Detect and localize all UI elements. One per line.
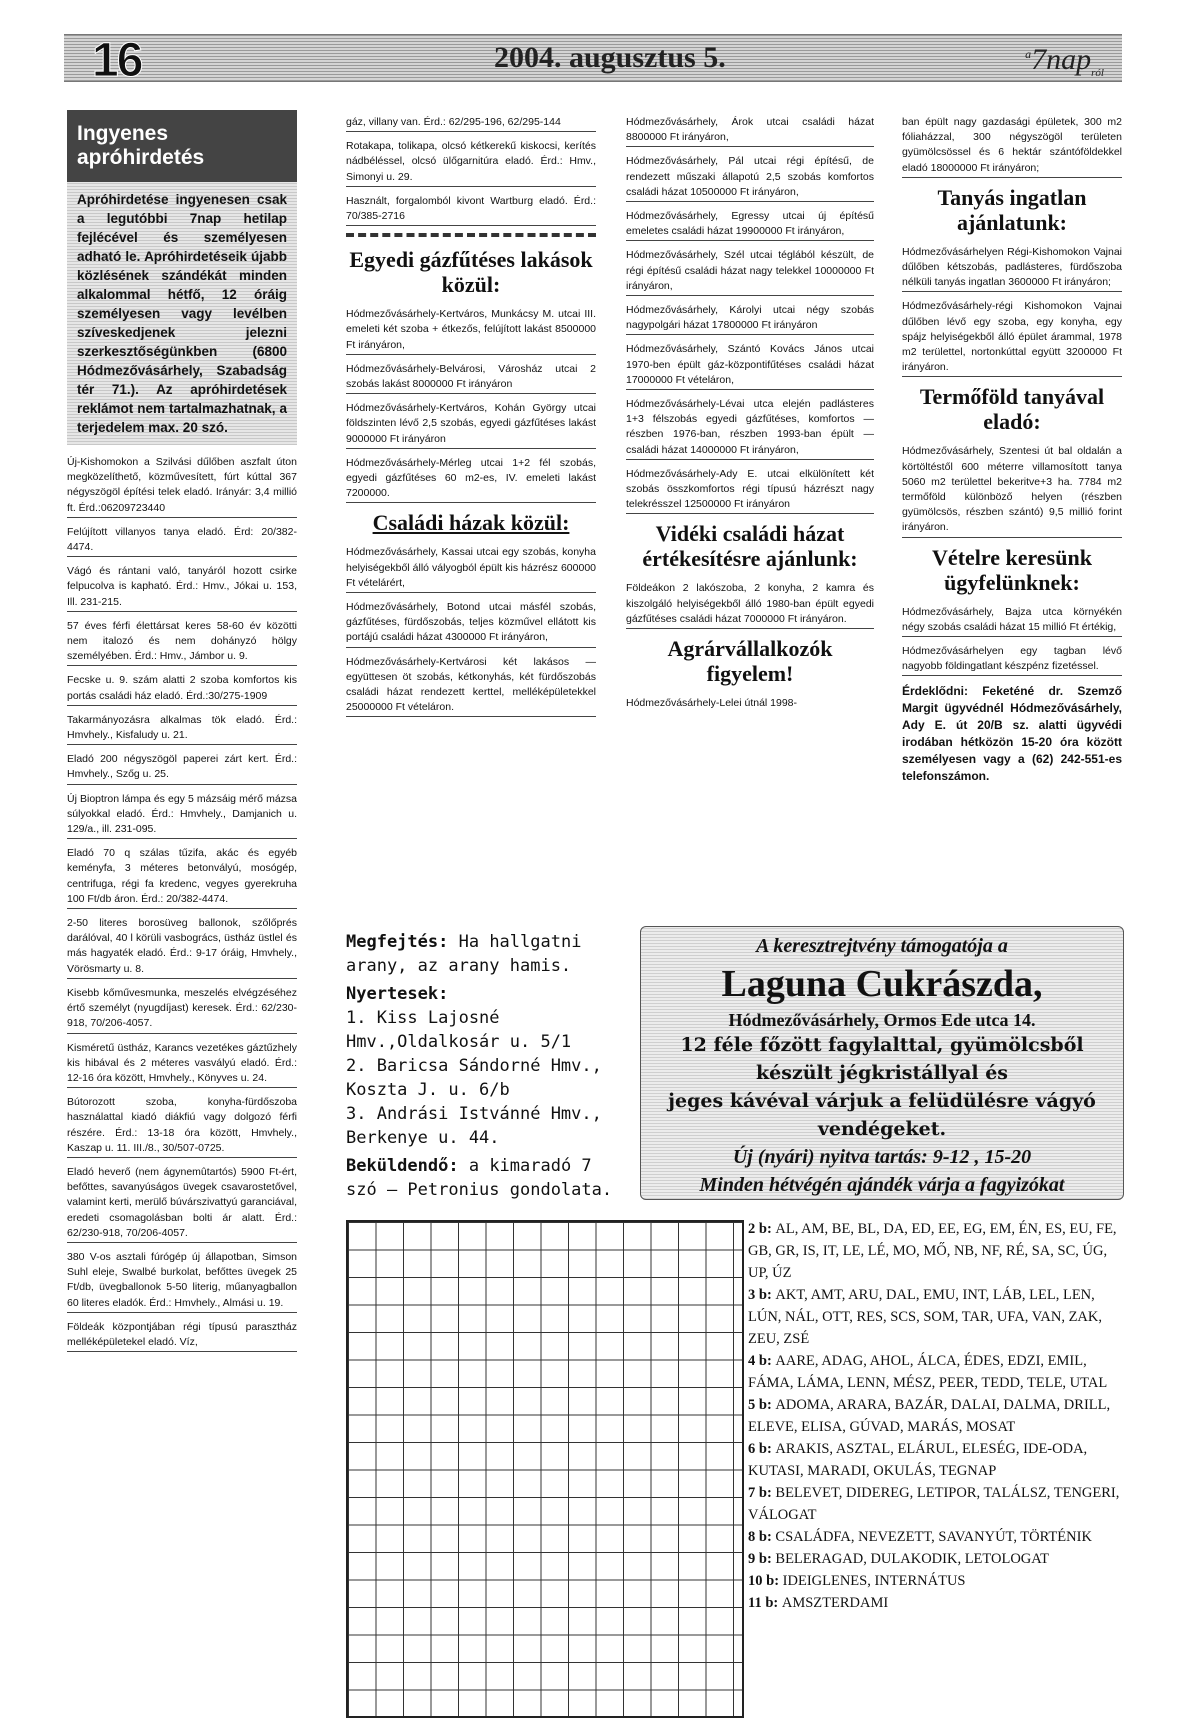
classified-ad: Fecske u. 9. szám alatti 2 szoba komfortos kis portás családi ház eladó. Érd.:30/275-1909: [67, 673, 297, 705]
page-number: 16: [92, 34, 142, 87]
house-ad: Hódmezővásárhely, Kassai utcai egy szobás, konyha helyiségekből álló vályogból épült kis házrész 600000 Ft vételárért,: [346, 545, 596, 593]
classifieds-intro: Apróhirdetése ingyenesen csak a legutóbbi 7nap hetilap fejlécével és személyesen adható le. Apróhirdetéseik újabb közlésének szándékát minden alkalommal hétfő, 12 óráig személyesen vagy levélben szíveskedjenek jelezni szerkesztőségünkben (6800 Hódmezővásárhely, Szabadság tér 71.). Az apróhirdetések reklámot nem tartalmazhatnak, a terjedelem max. 20 szó.: [67, 182, 297, 445]
heading-family-houses: Családi házak közül:: [372, 510, 570, 536]
house-ad: Hódmezővásárhely, Szántó Kovács János utcai 1970-ben épült gáz-központifűtéses családi házat 17000000 Ft vételáron,: [626, 342, 874, 390]
contact-info: Érdeklődni: Feketéné dr. Szemző Margit ügyvédnél Hódmezővásárhely, Ady E. út 20/B sz. alatti ügyvédi irodában hétközön 15-20 óra között személyesen vagy a (62) 242-551-es telefonszámon.: [902, 684, 1122, 784]
advert-name: Laguna Cukrászda,: [721, 963, 1043, 1005]
winner-entry: 2. Baricsa Sándorné Hmv., Koszta J. u. 6/b: [346, 1056, 602, 1100]
house-ad: Hódmezővásárhely, Botond utcai másfél szobás, gázfűtéses, fürdőszobás, teljes közművel ellátott kis portájú családi házat 4300000 Ft irányáron,: [346, 600, 596, 648]
laguna-advert: A keresztrejtvény támogatója a Laguna Cukrászda, Hódmezővásárhely, Ormos Ede utca 14. 12 féle főzött fagylalttal, gyümölcsből készült jégkristállyal és jeges kávéval várjuk a felüdülésre vágyó vendégeket. Új (nyári) nyitva tartás: 9-12 , 15-20 Minden hétvégén ajándék várja a fagyizókat: [640, 926, 1124, 1200]
classified-ad: gáz, villany van. Érd.: 62/295-196, 62/295-144: [346, 115, 596, 132]
house-ad: Hódmezővásárhely-Lévai utca elején padlásteres 1+3 félszobás egyedi gázfűtéses, komfortos — részben 1976-ban, részben 1993-ban épült — családi házat 14000000 Ft irányáron,: [626, 397, 874, 460]
word-group: 2 b: AL, AM, BE, BL, DA, ED, EE, EG, EM, ÉN, ES, EU, FE, GB, GR, IS, IT, LE, LÉ, MO, MŐ, NB, NF, RÉ, SA, SC, ÚG, UP, ÚZ: [748, 1221, 1117, 1281]
heading-agrarian: Agrárvállalkozók figyelem!: [667, 636, 833, 687]
realestate-column-2: [626, 115, 874, 711]
classified-ad: Takarmányozásra alkalmas tök eladó. Érd.: Hmvhely., Kisfaludy u. 21.: [67, 713, 297, 745]
heading-farmland: Termőföld tanyával eladó:: [919, 384, 1105, 435]
flat-ad: Hódmezővásárhely-Kertváros, Munkácsy M. utcai III. emeleti két szoba + étkezős, felújított lakást 8500000 Ft irányáron,: [346, 307, 596, 355]
classified-ads-list: [67, 455, 297, 1352]
classifieds-title: Ingyenes apróhirdetés: [67, 110, 297, 182]
house-ad: Hódmezővásárhely, Károlyi utcai négy szobás nagypolgári házat 17800000 Ft irányáron: [626, 303, 874, 335]
classified-ad: Új Bioptron lámpa és egy 5 mázsáig mérő mázsa súlyokkal eladó. Érd.: Hmvhely., Damjanich u. 129/a., ill. 231-095.: [67, 792, 297, 840]
classified-ad: Vágó és rántani való, tanyáról hozott csirke felpucolva is kapható. Érd.: Hmv., Jókai u. 153, Ill. 231-215.: [67, 564, 297, 612]
farm-ad-continued: ban épült nagy gazdasági épületek, 300 m2 fóliaházzal, 300 négyszögöl területen gyümölcsössel és 6 hektár szántóföldekkel eladó 18000000 Ft irányáron;: [902, 115, 1122, 178]
wanted-ad: Hódmezővásárhelyen egy tagban lévő nagyobb földingatlant készpénz fizetéssel.: [902, 644, 1122, 676]
classified-ad: Eladó 200 négyszögöl paperei zárt kert. Érd.: Hmvhely., Szőg u. 25.: [67, 752, 297, 784]
word-group: 6 b: ARAKIS, ASZTAL, ELÁRUL, ELESÉG, IDE-ODA, KUTASI, MARADI, OKULÁS, TEGNAP: [748, 1441, 1088, 1479]
family-houses-list: [346, 545, 596, 717]
newspaper-logo: $^a$7nap$_{ról}$: [1025, 43, 1104, 79]
crossword-grid: [346, 1220, 744, 1718]
issue-date: 2004. augusztus 5.: [494, 41, 726, 74]
houses-list: [626, 115, 874, 514]
heading-wanted: Vételre keresünk ügyfelünknek:: [932, 544, 1092, 595]
word-group: 5 b: ADOMA, ARARA, BAZÁR, DALAI, DALMA, DRILL, ELEVE, ELISA, GÚVAD, MARÁS, MOSAT: [748, 1397, 1111, 1435]
flat-ad: Hódmezővásárhely-Belvárosi, Városház utcai 2 szobás lakást 8000000 Ft irányáron: [346, 362, 596, 394]
heading-gas-flats: Egyedi gázfűtéses lakások közül:: [349, 247, 593, 298]
classified-ad: Használt, forgalomból kivont Wartburg eladó. Érd.: 70/385-2716: [346, 194, 596, 226]
realestate-column-3: [902, 115, 1122, 785]
wanted-list: [902, 605, 1122, 677]
house-ad: Hódmezővásárhely-Ady E. utcai elkülönített két szobás összkomfortos régi típusú házrészt nagy telekrésszel 12500000 Ft irányáron: [626, 467, 874, 515]
flat-ad: Hódmezővásárhely-Mérleg utcai 1+2 fél szobás, egyedi gázfűtéses 60 m2-es, IV. emeleti lakást 7200000.: [346, 456, 596, 504]
winners-list: [346, 1006, 616, 1150]
house-ad: Hódmezővásárhely, Pál utcai régi építésű, de rendezett műszaki állapotú 2,5 szobás komfortos családi házat 10500000 Ft irányáron,: [626, 154, 874, 202]
wanted-ad: Hódmezővásárhely, Bajza utca környékén négy szobás családi házat 15 millió Ft értékig,: [902, 605, 1122, 637]
word-group: 3 b: AKT, AMT, ARU, DAL, EMU, INT, LÁB, LEL, LEN, LÚN, NÁL, OTT, RES, SCS, SOM, TAR, UFA, VAN, ZAK, ZEU, ZSÉ: [748, 1287, 1102, 1347]
gas-flats-list: [346, 307, 596, 503]
word-group: 8 b: CSALÁDFA, NEVEZETT, SAVANYÚT, TÖRTÉNIK: [748, 1529, 1092, 1545]
heading-farm-offers: Tanyás ingatlan ajánlatunk:: [937, 184, 1087, 235]
house-ad: Hódmezővásárhely-Kertvárosi két lakásos — együttesen öt szobás, kétkonyhás, két fürdőszobás családi házat rendezett kerttel, melléképületekkel 25000000 Ft vételáron.: [346, 655, 596, 718]
farm-ad: Hódmezővásárhely-régi Kishomokon Vajnai dűlőben lévő egy szoba, egy konyha, egy spájz helyiségekből álló épület árammal, 1978 m2 területtel, nortonkúttal együtt 3200000 Ft irányáron.: [902, 299, 1122, 377]
house-ad: Hódmezővásárhely, Árok utcai családi házat 8800000 Ft irányáron,: [626, 115, 874, 147]
word-group: 10 b: IDEIGLENES, INTERNÁTUS: [748, 1573, 966, 1589]
crossword-word-list: [748, 1218, 1126, 1614]
farm-offers-list: [902, 245, 1122, 378]
divider: [346, 233, 596, 237]
farm-ad: Hódmezővásárhelyen Régi-Kishomokon Vajnai dűlőben kétszobás, padlásteres, fürdőszoba nélküli tanyás ingatlan 3600000 Ft irányáron;: [902, 245, 1122, 293]
word-group: 11 b: AMSZTERDAMI: [748, 1595, 889, 1611]
classified-ad: Felújított villanyos tanya eladó. Érd: 20/382-4474.: [67, 525, 297, 557]
classified-ad: Eladó heverő (nem ágynemûtartós) 5900 Ft-ért, befőttes, savanyúságos üvegek csavarostetővel, valamint kerti, merülő búvárszivattyú garanciával, eredeti csomagolásban bolti ár alatt. Érd.: 62/230-918, 70/206-4057.: [67, 1165, 297, 1243]
classified-ad: Kisméretű üstház, Karancs vezetékes gáztűzhely kis hibával és 2 méteres vasvályú eladó. Érd.: 12-16 óra között, Hmvhely., Könyves u. 24.: [67, 1041, 297, 1089]
page-header: [64, 34, 1122, 87]
classified-ad: Rotakapa, tolikapa, olcsó kétkerekű kiskocsi, kerítés nádbéléssel, olcsó ülőgarnitúra eladó. Érd.: Hmv., Simonyi u. 29.: [346, 139, 596, 187]
classified-ad: 380 V-os asztali fúrógép új állapotban, Simson Suhl eleje, Swalbé burkolat, befőttes üvegek 25 Ft/db, üvegballonok 5-50 literig, műanyagballon 60 literes eladók. Érd.: Hmvhely., Almási u. 19.: [67, 1250, 297, 1313]
classified-ad: Kisebb kőművesmunka, meszelés elvégzéséhez értő személyt (nyugdíjast) keresek. Érd.: 62/230-918, 70/206-4057.: [67, 986, 297, 1034]
house-ad: Hódmezővásárhely, Szél utcai téglából készült, de régi építésű családi házat nagy telekkel 10000000 Ft irányáron,: [626, 248, 874, 296]
classified-ad: Bútorozott szoba, konyha-fürdőszoba használattal kiadó diákfiú vagy dolgozó férfi részére. Érd.: 13-18 óra között, Hmvhely., Kaszap u. 11. III./8., 30/507-0725.: [67, 1095, 297, 1158]
crossword-solution: Megfejtés: Ha hallgatni arany, az arany hamis. Nyertesek: 1. Kiss Lajosné Hmv.,Oldalkosár u. 5/1 2. Baricsa Sándorné Hmv., Koszta J. u. 6/b 3. Andrási Istvánné Hmv., Berkenye u. 44. Beküldendő: a kimaradó 7 szó — Petronius gondolata.: [346, 930, 616, 1202]
flat-ad: Hódmezővásárhely-Kertváros, Kohán György utcai földszinten lévő 2,5 szobás, egyedi gázfűtéses lakást 9000000 Ft irányáron: [346, 401, 596, 449]
winner-entry: 1. Kiss Lajosné Hmv.,Oldalkosár u. 5/1: [346, 1008, 572, 1052]
classifieds-column: [67, 110, 297, 1359]
agrarian-ad: Hódmezővásárhely-Lelei útnál 1998-: [626, 697, 798, 710]
heading-rural-houses: Vidéki családi házat értékesítésre ajánlunk:: [642, 521, 858, 572]
classified-ad: 2-50 literes borosüveg ballonok, szőlőprés darálóval, 40 l körüli vasbogrács, üstház üstlel és más hagyaték eladó. Érd.: 9-17 óráig, Hmvhely., Vörösmarty u. 8.: [67, 916, 297, 979]
classified-ad: Földeák központjában régi típusú parasztház melléképületekel eladó. Víz,: [67, 1320, 297, 1352]
word-group: 7 b: BELEVET, DIDEREG, LETIPOR, TALÁLSZ, TENGERI, VÁLOGAT: [748, 1485, 1120, 1523]
word-group: 4 b: AARE, ADAG, AHOL, ÁLCA, ÉDES, EDZI, EMIL, FÁMA, LÁMA, LENN, MÉSZ, PEER, TEDD, TELE, UTAL: [748, 1353, 1108, 1391]
realestate-column-1: [346, 115, 596, 724]
farmland-ad: Hódmezővásárhely, Szentesi út bal oldalán a körtöltéstől 600 méterre villamosított tanya 5060 m2 területtel bekeritve+3 ha. 7784 m2 termőföld különböző helyen (részben gyümölcsös, részben szántó) 9,5 millió forint irányáron.: [902, 444, 1122, 537]
classified-ad: 57 éves férfi élettársat keres 58-60 év közötti nem italozó és nem dohányzó hölgy személyében. Érd.: Hmv., Jámbor u. 9.: [67, 619, 297, 667]
house-ad: Hódmezővásárhely, Egressy utcai új építésű emeletes családi házat 19900000 Ft irányáron,: [626, 209, 874, 241]
classified-ad: Eladó 70 q szálas tűzifa, akác és egyéb keményfa, 3 méteres betonvályú, mosógép, centrifuga, régi fa kredenc, vegyes gyerekruha 100 Ft/db áron. Érd.: 20/382-4474.: [67, 846, 297, 909]
ads-top-list: [346, 115, 596, 226]
winner-entry: 3. Andrási Istvánné Hmv., Berkenye u. 44.: [346, 1104, 602, 1148]
word-group: 9 b: BELERAGAD, DULAKODIK, LETOLOGAT: [748, 1551, 1049, 1567]
rural-house-ad: Földeákon 2 lakószoba, 2 konyha, 2 kamra és kiszolgáló helyiségekből álló 1980-ban épült egyedi gázfűtéses családi házat 7000000 Ft irányáron.: [626, 581, 874, 629]
classified-ad: Új-Kishomokon a Szilvási dűlőben aszfalt úton megközelíthető, közművesített, fúrt kúttal 367 négyszögöl építési telek eladó. Irányár: 3,4 millió ft. Érd.:06209723440: [67, 455, 297, 518]
